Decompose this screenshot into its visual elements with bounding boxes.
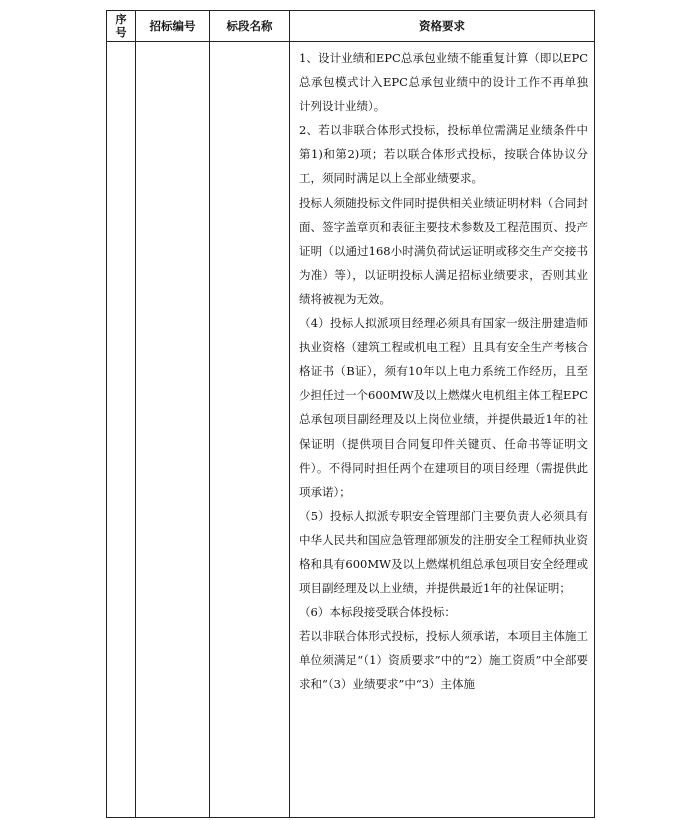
cell-bid-number	[136, 42, 210, 818]
cell-requirements	[290, 42, 595, 818]
header-seq-label: 序号	[115, 13, 127, 39]
table-header-row	[107, 11, 595, 42]
header-section-name: 标段名称	[210, 11, 290, 42]
requirement-paragraph: （5）投标人拟派专职安全管理部门主要负责人必须具有中华人民共和国应急管理部颁发的注册安全工程师执业资格和具有600MW及以上燃煤机组总承包项目安全经理或项目副经理及以上业绩，并提供最近1年的社保证明；	[299, 508, 588, 596]
cell-seq	[107, 42, 136, 818]
requirement-paragraph: 投标人须随投标文件同时提供相关业绩证明材料（合同封面、签字盖章页和表征主要技术参数及工程范围页、投产证明（以通过168小时满负荷试运证明或移交生产交接书为准）等），以证明投标人满足招标业绩要求，否则其业绩将被视为无效。	[299, 195, 588, 306]
qualification-table	[106, 10, 595, 818]
requirement-paragraph: 1、设计业绩和EPC总承包业绩不能重复计算（即以EPC总承包模式计入EPC总承包业绩中的设计工作不再单独计列设计业绩）。	[299, 51, 588, 114]
requirement-paragraph: （6）本标段接受联合体投标：	[299, 605, 456, 620]
header-requirements: 资格要求	[290, 11, 595, 42]
header-bid-number: 招标编号	[136, 11, 210, 42]
document-page	[106, 10, 594, 818]
requirement-paragraph: 若以非联合体形式投标，投标人须承诺，本项目主体施工单位须满足“（1）资质要求”中的“2）施工资质”中全部要求和“（3）业绩要求”中“3）主体施	[299, 629, 588, 692]
cell-section-name	[210, 42, 290, 818]
table-row	[107, 42, 595, 818]
header-seq	[107, 11, 136, 42]
requirement-paragraph: （4）投标人拟派项目经理必须具有国家一级注册建造师执业资格（建筑工程或机电工程）且具有安全生产考核合格证书（B证），须有10年以上电力系统工作经历，且至少担任过一个600MW及以上燃煤火电机组主体工程EPC总承包项目副经理及以上岗位业绩，并提供最近1年的社保证明（提供项目合同复印件关键页、任命书等证明文件）。不得同时担任两个在建项目的项目经理（需提供此项承诺）；	[299, 316, 588, 499]
requirement-paragraph: 2、若以非联合体形式投标，投标单位需满足业绩条件中第1)和第2)项；若以联合体形式投标，按联合体协议分工，须同时满足以上全部业绩要求。	[299, 123, 588, 186]
